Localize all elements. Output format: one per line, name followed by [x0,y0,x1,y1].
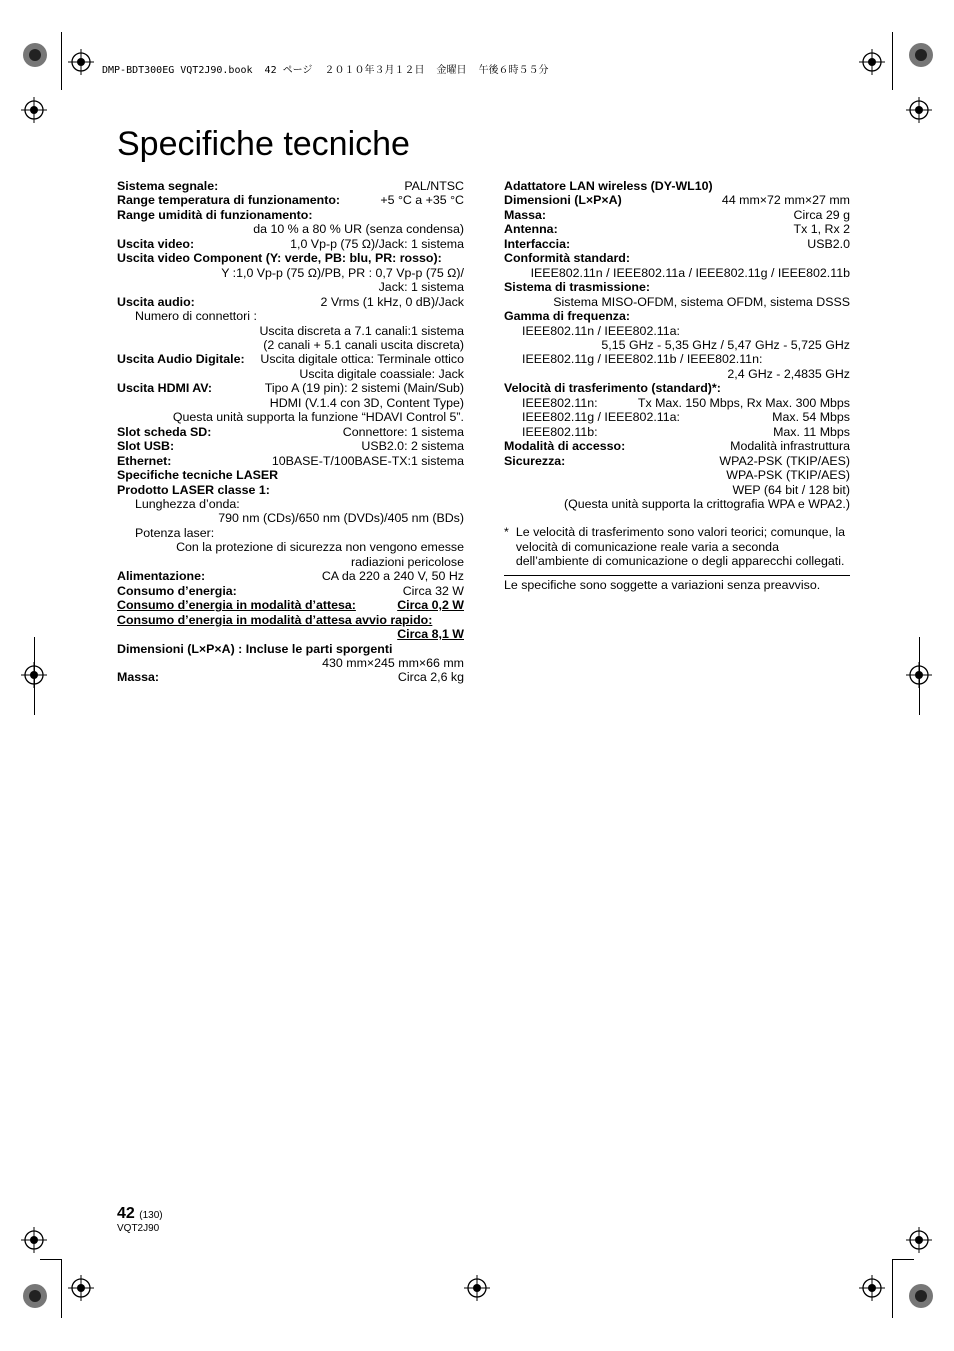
footnote-marker: * [504,525,509,540]
spec-adattatore-heading: Adattatore LAN wireless (DY-WL10) [504,179,713,193]
spec-slot-sd: Slot scheda SD: Connettore: 1 sistema [117,424,464,439]
spec-column-left [117,179,464,685]
spec-numero-connettori-detail: (2 canali + 5.1 canali uscita discreta) [263,337,464,352]
spec-uscita-audio: Uscita audio: 2 Vrms (1 kHz, 0 dB)/Jack [117,294,464,309]
spec-numero-connettori-label: Numero di connettori : [135,309,257,324]
spec-alimentazione: Alimentazione: CA da 220 a 240 V, 50 Hz [117,569,464,584]
spec-wl-dimensioni: Dimensioni (L×P×A) 44 mm×72 mm×27 mm [504,193,850,208]
document-code: VQT2J90 [117,1223,160,1234]
spec-uscita-digitale-coassiale: Uscita digitale coassiale: Jack [299,366,464,381]
crop-line [61,1260,62,1318]
registration-mark-icon [21,97,47,123]
spec-massa: Massa: Circa 2,6 kg [117,670,464,685]
spec-range-temperatura: Range temperatura di funzionamento: +5 °C a +35 °C [117,193,464,208]
color-wheel-icon [908,42,934,68]
spec-potenza-laser-value: Con la protezione di sicurezza non vengono emesse [176,540,464,555]
page-number-sub: (130) [139,1210,163,1221]
spec-gamma-band-a-value: 5,15 GHz - 5,35 GHz / 5,47 GHz - 5,725 GHz [601,337,850,352]
spec-velocita-label: Velocità di trasferimento (standard)*: [504,381,721,396]
spec-laser-heading: Specifiche tecniche LASER [117,468,279,483]
spec-sistema-segnale: Sistema segnale: PAL/NTSC [117,179,464,193]
spec-sicurezza-note: (Questa unità supporta la crittografia WPA e WPA2.) [563,496,850,511]
spec-uscita-hdmi-note: Questa unità supporta la funzione “HDAVI Control 5”. [172,410,464,425]
spec-sicurezza-wep: WEP (64 bit / 128 bit) [732,482,850,497]
crop-line [892,1260,893,1318]
spec-sicurezza-wpa: WPA-PSK (TKIP/AES) [726,468,850,483]
spec-laser-class: Prodotto LASER classe 1: [117,482,270,497]
spec-uscita-component-label: Uscita video Component (Y: verde, PB: blu, PR: rosso): [117,251,442,266]
spec-dimensioni-value: 430 mm×245 mm×66 mm [322,655,464,670]
footnote-text: Le velocità di trasferimento sono valori teorici; comunque, la velocità di comunicazione reale varia a seconda dell’ambiente di comunicazione o degli apparecchi collegati. [515,525,846,569]
footnote [504,525,850,568]
spec-ethernet: Ethernet: 10BASE-T/100BASE-TX:1 sistema [117,453,464,468]
spec-numero-connettori-value: Uscita discreta a 7.1 canali:1 sistema [259,323,464,338]
spec-gamma-frequenza-label: Gamma di frequenza: [504,309,630,324]
crop-line [892,1259,914,1260]
spec-modalita-accesso: Modalità di accesso: Modalità infrastruttura [504,439,850,454]
crop-line [34,637,35,715]
spec-consumo-rapido-label: Consumo d’energia in modalità d’attesa avvio rapido: [117,612,433,627]
spec-column-right [504,179,850,592]
spec-velocita-ga: IEEE802.11g / IEEE802.11a: Max. 54 Mbps [522,410,850,425]
disclaimer: Le specifiche sono soggette a variazioni senza preavviso. [504,575,850,592]
spec-sistema-trasmissione-label: Sistema di trasmissione: [504,280,650,295]
page-title: Specifiche tecniche [117,125,410,163]
color-wheel-icon [908,1283,934,1309]
spec-uscita-video: Uscita video: 1,0 Vp-p (75 Ω)/Jack: 1 sistema [117,236,464,251]
registration-mark-icon [906,97,932,123]
color-wheel-icon [22,42,48,68]
spec-gamma-band-a-label: IEEE802.11n / IEEE802.11a: [522,323,680,338]
crop-line [40,1259,62,1260]
spec-velocita-b: IEEE802.11b: Max. 11 Mbps [522,424,850,439]
crop-line [919,637,920,715]
spec-uscita-component-jack: Jack: 1 sistema [378,280,464,295]
crop-line [892,32,893,90]
book-header: DMP-BDT300EG VQT2J90.book 42 ページ ２０１０年３月１２日 金曜日 午後６時５５分 [102,65,549,76]
registration-mark-icon [464,1275,490,1301]
registration-mark-icon [859,1275,885,1301]
spec-wl-interfaccia: Interfaccia: USB2.0 [504,236,850,251]
crop-line [61,32,62,90]
spec-uscita-digitale: Uscita Audio Digitale: Uscita digitale ottica: Terminale ottico [117,352,464,367]
spec-potenza-laser-detail: radiazioni pericolose [351,554,464,569]
registration-mark-icon [68,49,94,75]
registration-mark-icon [906,1227,932,1253]
spec-wl-massa: Massa: Circa 29 g [504,207,850,222]
spec-range-umidita-label: Range umidità di funzionamento: [117,207,313,222]
spec-wl-antenna: Antenna: Tx 1, Rx 2 [504,222,850,237]
spec-consumo-energia: Consumo d’energia: Circa 32 W [117,583,464,598]
spec-slot-usb: Slot USB: USB2.0: 2 sistema [117,439,464,454]
spec-sicurezza: Sicurezza: WPA2-PSK (TKIP/AES) [504,453,850,468]
registration-mark-icon [859,49,885,75]
spec-consumo-attesa: Consumo d’energia in modalità d’attesa: Circa 0,2 W [117,598,464,613]
spec-conformita-value: IEEE802.11n / IEEE802.11a / IEEE802.11g / IEEE802.11b [530,265,850,280]
spec-velocita-n: IEEE802.11n: Tx Max. 150 Mbps, Rx Max. 300 Mbps [522,395,850,410]
page-footer [117,1205,163,1234]
registration-mark-icon [21,1227,47,1253]
spec-gamma-band-b-label: IEEE802.11g / IEEE802.11b / IEEE802.11n: [522,352,763,367]
color-wheel-icon [22,1283,48,1309]
spec-potenza-laser-label: Potenza laser: [135,525,215,540]
page-number: 42 [117,1205,135,1222]
spec-sistema-trasmissione-value: Sistema MISO-OFDM, sistema OFDM, sistema DSSS [553,294,850,309]
spec-conformita-label: Conformità standard: [504,251,630,266]
spec-uscita-component-value: Y :1,0 Vp-p (75 Ω)/PB, PR : 0,7 Vp-p (75 Ω)/ [221,265,464,280]
spec-gamma-band-b-value: 2,4 GHz - 2,4835 GHz [727,366,850,381]
spec-lunghezza-onda-label: Lunghezza d’onda: [135,496,240,511]
spec-consumo-rapido-value: Circa 8,1 W [397,627,464,642]
spec-uscita-hdmi: Uscita HDMI AV: Tipo A (19 pin): 2 sistemi (Main/Sub) [117,381,464,396]
spec-dimensioni-label: Dimensioni (L×P×A) : Incluse le parti sporgenti [117,641,393,656]
spec-uscita-hdmi-version: HDMI (V.1.4 con 3D, Content Type) [269,395,464,410]
registration-mark-icon [68,1275,94,1301]
spec-range-umidita-value: da 10 % a 80 % UR (senza condensa) [253,222,464,237]
spec-lunghezza-onda-value: 790 nm (CDs)/650 nm (DVDs)/405 nm (BDs) [218,511,464,526]
